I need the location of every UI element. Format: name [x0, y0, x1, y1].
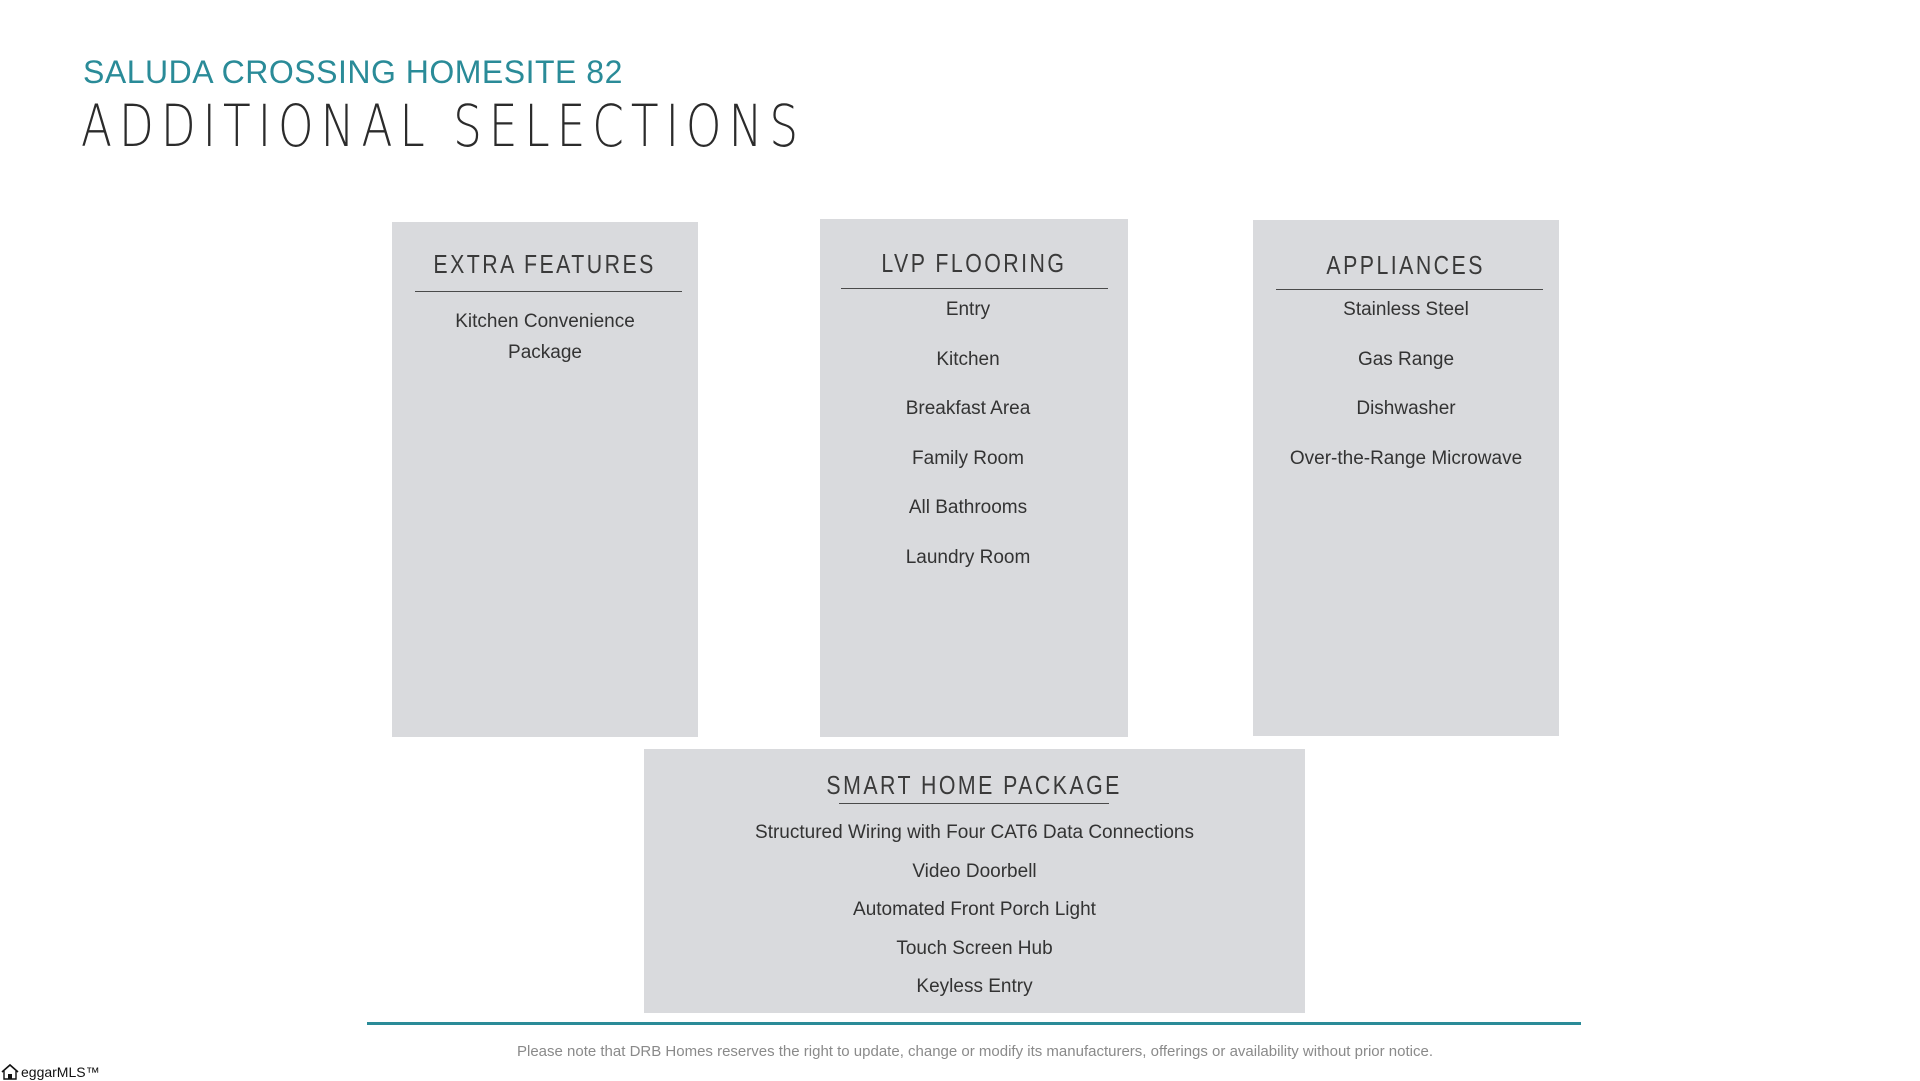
list-item: Entry	[945, 299, 991, 320]
list-item: Dishwasher	[1356, 398, 1456, 419]
list-item: Structured Wiring with Four CAT6 Data Connections	[755, 822, 1194, 843]
house-icon	[0, 1063, 20, 1081]
extra-features-heading: EXTRA FEATURES	[433, 249, 657, 279]
smart-home-divider	[839, 803, 1109, 804]
list-item: Keyless Entry	[916, 976, 1033, 997]
extra-features-list	[392, 306, 698, 368]
list-item: Over-the-Range Microwave	[1289, 447, 1523, 469]
list-item: Automated Front Porch Light	[853, 899, 1096, 920]
lvp-flooring-list	[820, 299, 1116, 596]
list-item: Video Doorbell	[912, 860, 1037, 882]
list-item: Stainless Steel	[1343, 299, 1469, 320]
lvp-flooring-divider	[841, 288, 1108, 289]
lvp-flooring-heading: LVP FLOORING	[881, 248, 1067, 278]
lvp-flooring-card	[820, 219, 1128, 737]
appliances-divider	[1276, 289, 1543, 290]
list-item: Family Room	[912, 447, 1024, 469]
list-item: Touch Screen Hub	[896, 937, 1053, 959]
watermark-text: eggarMLS™	[21, 1064, 100, 1080]
list-item: Gas Range	[1357, 348, 1455, 370]
footer-divider	[367, 1022, 1581, 1025]
list-item: Kitchen Convenience Package	[455, 311, 635, 363]
smart-home-list	[644, 822, 1305, 1015]
smart-home-heading: SMART HOME PACKAGE	[826, 770, 1123, 800]
disclaimer-text: Please note that DRB Homes reserves the right to update, change or modify its manufacturers, offerings or availability without prior notice.	[516, 1043, 1433, 1060]
list-item: Breakfast Area	[905, 398, 1031, 419]
page-subtitle: SALUDA CROSSING HOMESITE 82	[83, 54, 623, 90]
mls-watermark	[0, 1063, 100, 1081]
page-title: ADDITIONAL SELECTIONS	[81, 92, 806, 160]
extra-features-divider	[415, 291, 682, 292]
list-item: All Bathrooms	[908, 497, 1028, 518]
extra-features-card	[392, 222, 698, 737]
list-item: Kitchen	[936, 348, 1000, 370]
appliances-card	[1253, 220, 1559, 736]
appliances-heading: APPLIANCES	[1326, 250, 1486, 280]
list-item: Laundry Room	[905, 546, 1031, 568]
appliances-list	[1253, 299, 1559, 497]
smart-home-card	[644, 749, 1305, 1013]
